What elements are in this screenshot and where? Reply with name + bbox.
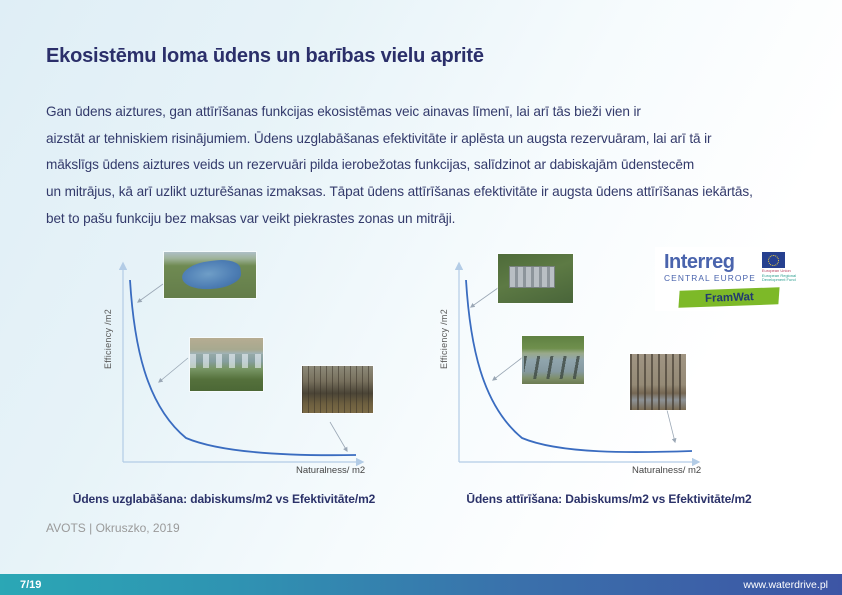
caption-water-storage: Ūdens uzglabāšana: dabiskums/m2 vs Efektivitāte/m2 <box>72 492 376 506</box>
source-reference: AVOTS | Okruszko, 2019 <box>46 521 180 535</box>
connector-arrow <box>138 284 163 302</box>
y-axis-label: Efficiency /m2 <box>439 308 449 370</box>
eu-funding-text <box>762 269 806 283</box>
caption-water-purification: Ūdens attīrīšana: Dabiskums/m2 vs Efektivitāte/m2 <box>466 492 752 506</box>
body-paragraph <box>46 99 816 232</box>
central-europe-label: CENTRAL EUROPE <box>664 273 756 283</box>
x-axis-label: Naturalness/ m2 <box>632 465 702 476</box>
interreg-wordmark: Interreg <box>664 251 735 273</box>
interreg-framwat-logo <box>655 247 801 311</box>
body-line: aizstāt ar tehniskiem risinājumiem. Ūdens uzglabāšanas efektivitāte ir aplēsta un augsta rezervuāram, lai arī tā ir <box>46 130 712 146</box>
website-link[interactable]: www.waterdrive.pl <box>743 578 828 591</box>
connector-arrow <box>330 422 347 451</box>
photo-constructed-wetland <box>522 336 584 384</box>
photo-swamp-wetland <box>302 366 373 413</box>
framwat-label: FramWat <box>704 290 754 305</box>
photo-reservoir-aerial <box>164 252 256 298</box>
connector-arrow <box>667 410 675 442</box>
x-axis-label: Naturalness/ m2 <box>296 465 366 476</box>
eu-flag-icon <box>762 252 785 268</box>
eu-text-line: Development Fund <box>761 277 796 283</box>
photo-treatment-plant-aerial <box>498 254 573 303</box>
photo-flooded-forest <box>630 354 686 410</box>
body-line: Gan ūdens aiztures, gan attīrīšanas funkcijas ekosistēmas veic ainavas līmenī, lai arī tās bieži vien ir <box>46 104 641 119</box>
footer-bar <box>0 574 842 595</box>
body-line: bet to pašu funkciju bez maksas var veikt piekrastes zonas un mitrāji. <box>46 210 456 226</box>
eu-text-line: European Union <box>761 268 791 273</box>
body-line: un mitrājus, kā arī uzlikt uzturēšanas izmaksas. Tāpat ūdens attīrīšanas efektivitāte ir augsta ūdens attīrīšanas iekārtās, <box>46 184 753 200</box>
eu-text-line: European Regional <box>761 272 797 278</box>
photo-flooded-valley-aerial <box>190 338 263 391</box>
y-axis-label: Efficiency /m2 <box>103 308 113 370</box>
framwat-banner <box>678 287 779 308</box>
body-line: mākslīgs ūdens aiztures veids un rezervuāri pilda ierobežotas funkcijas, salīdzinot ar dabiskajām ūdenstecēm <box>46 157 695 173</box>
connector-arrow <box>493 357 523 380</box>
chart-water-storage <box>96 250 396 478</box>
page-number: 7/19 <box>20 578 42 591</box>
page-title: Ekosistēmu loma ūdens un barības vielu apritē <box>46 45 484 67</box>
connector-arrow <box>159 358 188 382</box>
